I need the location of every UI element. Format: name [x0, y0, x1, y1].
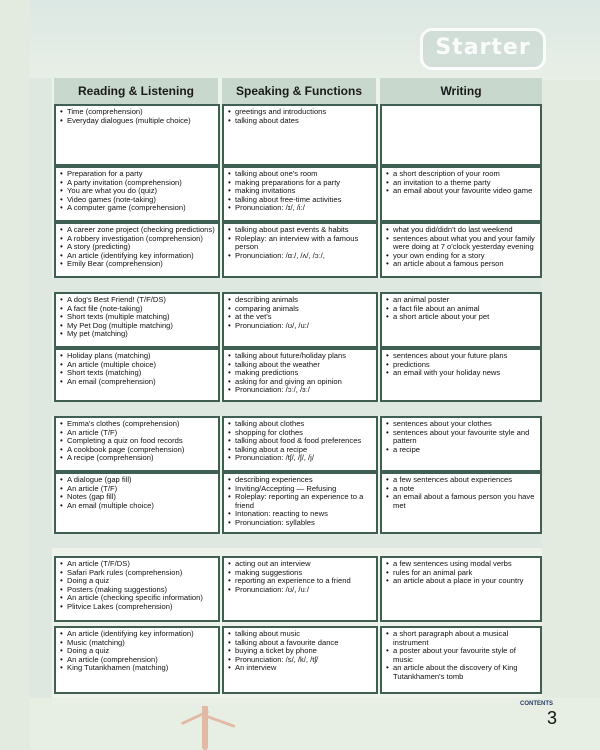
- list-item: • sentences about what you and your family were doing at 7 o'clock yesterday evening: [386, 235, 537, 252]
- list-item: • talking about clothes: [228, 420, 373, 429]
- table-cell-writing: [380, 416, 542, 472]
- list-item: • greetings and introductions: [228, 108, 373, 117]
- list-item: • buying a ticket by phone: [228, 647, 373, 656]
- list-item: • Preparation for a party: [60, 170, 215, 179]
- list-item: • making preparations for a party: [228, 179, 373, 188]
- table-cell-writing: [380, 626, 542, 694]
- list-item: • Intonation: reacting to news: [228, 510, 373, 519]
- list-item: • talking about dates: [228, 117, 373, 126]
- list-item: • Holiday plans (matching): [60, 352, 215, 361]
- list-item: • Notes (gap fill): [60, 493, 215, 502]
- list-item: • An article (identifying key information): [60, 630, 215, 639]
- list-item: • describing animals: [228, 296, 373, 305]
- table-cell-speaking: [222, 348, 378, 402]
- list-item: • sentences about your clothes: [386, 420, 537, 429]
- list-item: • making suggestions: [228, 569, 373, 578]
- tree-branch-illustration: [206, 715, 235, 728]
- list-item: • your own ending for a story: [386, 252, 537, 261]
- table-cell-reading: [54, 626, 220, 694]
- table-cell-writing: [380, 556, 542, 622]
- list-item: • Plitvice Lakes (comprehension): [60, 603, 215, 612]
- list-item: • an email about your favourite video game: [386, 187, 537, 196]
- list-item: • Doing a quiz: [60, 647, 215, 656]
- table-cell-writing: [380, 166, 542, 222]
- list-item: • asking for and giving an opinion: [228, 378, 373, 387]
- left-gutter: [30, 78, 52, 698]
- list-item: • a short paragraph about a musical instrument: [386, 630, 537, 647]
- list-item: • Pronunciation: /ɑː/, /ʌ/, /ɔː/,: [228, 252, 373, 261]
- list-item: • Everyday dialogues (multiple choice): [60, 117, 215, 126]
- list-item: • A career zone project (checking predictions): [60, 226, 215, 235]
- list-item: • Pronunciation: /s/, /k/, /tʃ/: [228, 656, 373, 665]
- list-item: • sentences about your favourite style and pattern: [386, 429, 537, 446]
- list-item: • acting out an interview: [228, 560, 373, 569]
- list-item: • an article about a famous person: [386, 260, 537, 269]
- table-cell-writing: [380, 222, 542, 278]
- list-item: • Safari Park rules (comprehension): [60, 569, 215, 578]
- list-item: • An article (comprehension): [60, 656, 215, 665]
- list-item: • a recipe: [386, 446, 537, 455]
- table-cell-reading: [54, 222, 220, 278]
- list-item: • talking about free-time activities: [228, 196, 373, 205]
- list-item: • a short description of your room: [386, 170, 537, 179]
- list-item: • talking about the weather: [228, 361, 373, 370]
- list-item: • a few sentences about experiences: [386, 476, 537, 485]
- list-item: • an invitation to a theme party: [386, 179, 537, 188]
- header-reading-listening: Reading & Listening: [54, 78, 218, 104]
- table-cell-writing: [380, 292, 542, 348]
- list-item: • talking about music: [228, 630, 373, 639]
- header-writing: Writing: [380, 78, 542, 104]
- list-item: • talking about a favourite dance: [228, 639, 373, 648]
- list-item: • Inviting/Accepting — Refusing: [228, 485, 373, 494]
- list-item: • A party invitation (comprehension): [60, 179, 215, 188]
- list-item: • talking about past events & habits: [228, 226, 373, 235]
- table-cell-reading: [54, 104, 220, 166]
- list-item: • a short article about your pet: [386, 313, 537, 322]
- list-item: • making predictions: [228, 369, 373, 378]
- list-item: • Emma's clothes (comprehension): [60, 420, 215, 429]
- list-item: • Roleplay: an interview with a famous person: [228, 235, 373, 252]
- page-number: 3: [547, 708, 558, 728]
- list-item: • Short texts (multiple matching): [60, 313, 215, 322]
- table-cell-writing: [380, 472, 542, 534]
- unit-separator: [30, 534, 542, 548]
- list-item: • An article (checking specific information): [60, 594, 215, 603]
- unit-separator: [30, 402, 542, 416]
- list-item: • an email about a famous person you have met: [386, 493, 537, 510]
- list-item: • an article about a place in your country: [386, 577, 537, 586]
- list-item: • My Pet Dog (multiple matching): [60, 322, 215, 331]
- table-cell-reading: [54, 472, 220, 534]
- list-item: • Doing a quiz: [60, 577, 215, 586]
- list-item: • Completing a quiz on food records: [60, 437, 215, 446]
- table-cell-reading: [54, 348, 220, 402]
- list-item: • Pronunciation: syllables: [228, 519, 373, 528]
- list-item: • what you did/didn't do last weekend: [386, 226, 537, 235]
- list-item: • talking about future/holiday plans: [228, 352, 373, 361]
- unit-separator: [30, 278, 542, 292]
- list-item: • Pronunciation: /ɪ/, /i:/: [228, 204, 373, 213]
- table-cell-reading: [54, 556, 220, 622]
- list-item: • An article (T/F/DS): [60, 560, 215, 569]
- list-item: • an email with your holiday news: [386, 369, 537, 378]
- table-cell-speaking: [222, 292, 378, 348]
- list-item: • An email (multiple choice): [60, 502, 215, 511]
- table-cell-writing: [380, 104, 542, 166]
- table-cell-speaking: [222, 416, 378, 472]
- list-item: • You are what you do (quiz): [60, 187, 215, 196]
- list-item: • An article (T/F): [60, 485, 215, 494]
- list-item: • sentences about your future plans: [386, 352, 537, 361]
- list-item: • Pronunciation: /ʊ/, /u:/: [228, 322, 373, 331]
- table-cell-speaking: [222, 556, 378, 622]
- table-cell-speaking: [222, 472, 378, 534]
- list-item: • at the vet's: [228, 313, 373, 322]
- table-cell-reading: [54, 416, 220, 472]
- list-item: • Time (comprehension): [60, 108, 215, 117]
- list-item: • An article (T/F): [60, 429, 215, 438]
- list-item: • An article (multiple choice): [60, 361, 215, 370]
- list-item: • A recipe (comprehension): [60, 454, 215, 463]
- list-item: • rules for an animal park: [386, 569, 537, 578]
- list-item: • comparing animals: [228, 305, 373, 314]
- list-item: • Roleplay: reporting an experience to a friend: [228, 493, 373, 510]
- list-item: • Pronunciation: /ɔː/, /ɜː/: [228, 386, 373, 395]
- list-item: • My pet (matching): [60, 330, 215, 339]
- list-item: • an animal poster: [386, 296, 537, 305]
- list-item: • shopping for clothes: [228, 429, 373, 438]
- list-item: • Emily Bear (comprehension): [60, 260, 215, 269]
- table-cell-speaking: [222, 222, 378, 278]
- list-item: • King Tutankhamen (matching): [60, 664, 215, 673]
- list-item: • A robbery investigation (comprehension): [60, 235, 215, 244]
- list-item: • An email (comprehension): [60, 378, 215, 387]
- starter-logo: Starter: [420, 28, 546, 70]
- list-item: • a poster about your favourite style of music: [386, 647, 537, 664]
- list-item: • describing experiences: [228, 476, 373, 485]
- list-item: • talking about food & food preferences: [228, 437, 373, 446]
- list-item: • a note: [386, 485, 537, 494]
- list-item: • an article about the discovery of King Tutankhamen's tomb: [386, 664, 537, 681]
- list-item: • a few sentences using modal verbs: [386, 560, 537, 569]
- list-item: • An interview: [228, 664, 373, 673]
- list-item: • Pronunciation: /ʊ/, /uː/: [228, 586, 373, 595]
- contents-table: [30, 78, 542, 698]
- table-cell-speaking: [222, 166, 378, 222]
- list-item: • A story (predicting): [60, 243, 215, 252]
- table-cell-reading: [54, 166, 220, 222]
- list-item: • A computer game (comprehension): [60, 204, 215, 213]
- list-item: • Pronunciation: /tʃ/, /ʃ/, /j/: [228, 454, 373, 463]
- list-item: • Music (matching): [60, 639, 215, 648]
- list-item: • A cookbook page (comprehension): [60, 446, 215, 455]
- contents-link[interactable]: CONTENTS: [520, 701, 553, 707]
- header-speaking-functions: Speaking & Functions: [222, 78, 376, 104]
- table-cell-speaking: [222, 104, 378, 166]
- list-item: • A dog's Best Friend! (T/F/DS): [60, 296, 215, 305]
- table-cell-speaking: [222, 626, 378, 694]
- list-item: • A dialogue (gap fill): [60, 476, 215, 485]
- list-item: • predictions: [386, 361, 537, 370]
- list-item: • Posters (making suggestions): [60, 586, 215, 595]
- list-item: • A fact file (note-taking): [60, 305, 215, 314]
- list-item: • a fact file about an animal: [386, 305, 537, 314]
- list-item: • talking about one's room: [228, 170, 373, 179]
- list-item: • reporting an experience to a friend: [228, 577, 373, 586]
- table-cell-reading: [54, 292, 220, 348]
- list-item: • making invitations: [228, 187, 373, 196]
- list-item: • An article (identifying key information): [60, 252, 215, 261]
- footer-strip: [52, 700, 512, 706]
- list-item: • Short texts (matching): [60, 369, 215, 378]
- table-cell-writing: [380, 348, 542, 402]
- list-item: • talking about a recipe: [228, 446, 373, 455]
- list-item: • Video games (note-taking): [60, 196, 215, 205]
